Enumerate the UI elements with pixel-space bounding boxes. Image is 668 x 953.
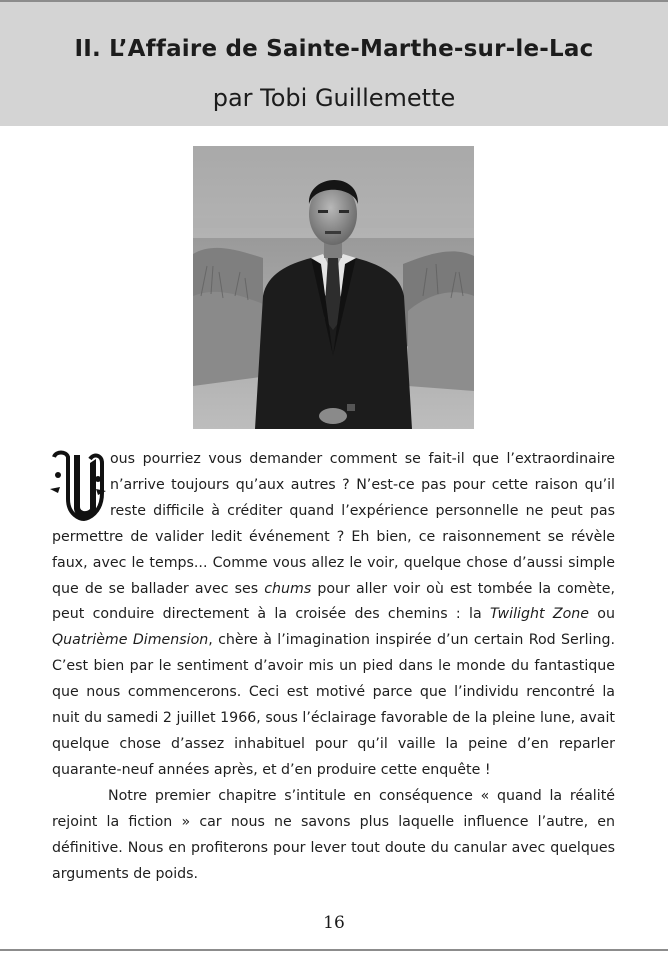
bottom-rule bbox=[0, 949, 668, 951]
chapter-header bbox=[0, 2, 668, 126]
text-run: , chère à l’imagination inspirée d’un certain Rod Serling. C’est bien par le sentiment d’avoir mis un pied dans le monde du fantastique que nous commencerons. Ceci est motivé parce que l’individu rencontré la nuit du samedi 2 juillet 1966, sous l’éclairage favorable de la pleine lune, avait quelque chose d’assez inhabituel pour qu’il vaille la peine d’en reparler quarante-neuf années après, et d’en produire cette enquête ! bbox=[52, 632, 616, 778]
article-body bbox=[52, 447, 615, 887]
text-run: ous pourriez vous demander comment se fait-il que l’extraordinaire n’arrive toujours qu’aux autres ? N’est-ce pas pour cette raison qu’il reste difficile à créditer quand l’expérience personnelle ne peut pas permettre de valider ledit événement ? Eh bien, ce raisonnement se révèle faux, avec le temps... Comme vous allez le voir, quelque chose d’aussi simple que de se ballader avec ses bbox=[52, 451, 615, 597]
text-run: pour aller voir où est tombée la comète, peut conduire directement à la croisée des chemins : la bbox=[52, 580, 615, 623]
drop-cap-v-icon bbox=[50, 449, 108, 523]
italic-text: Quatrième Dimension bbox=[52, 632, 209, 649]
portrait-photo bbox=[193, 146, 474, 429]
paragraph-1 bbox=[52, 447, 615, 784]
chapter-title: II. L’Affaire de Sainte-Marthe-sur-le-Lac bbox=[74, 36, 594, 62]
italic-text: Twilight Zone bbox=[490, 606, 589, 623]
text-run: ou bbox=[588, 606, 615, 623]
author-byline: par Tobi Guillemette bbox=[212, 84, 456, 112]
paragraph-2: Notre premier chapitre s’intitule en conséquence « quand la réalité rejoint la fiction » car nous ne savons plus laquelle influence l’autre, en définitive. Nous en profiterons pour lever tout doute du canular avec quelques arguments de poids. bbox=[52, 787, 615, 882]
photo-man-in-suit-dunes-icon bbox=[193, 146, 474, 429]
italic-text: chums bbox=[264, 580, 312, 597]
page-number: 16 bbox=[323, 913, 345, 933]
